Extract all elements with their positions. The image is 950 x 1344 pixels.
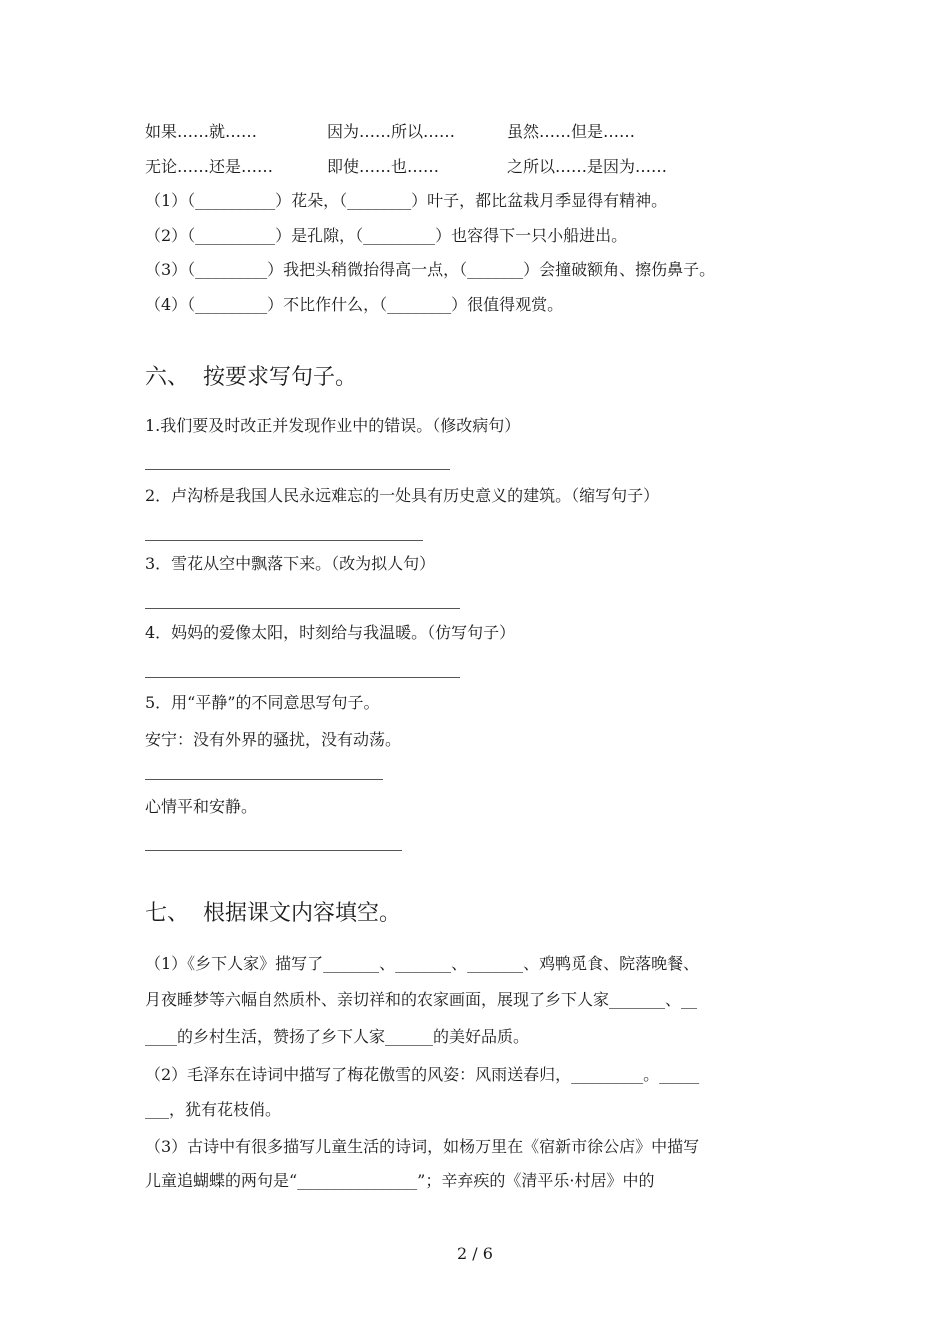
question-5-meaning-a: 安宁：没有外界的骚扰，没有动荡。: [145, 730, 402, 749]
conjunction-option: 之所以……是因为……: [507, 157, 668, 176]
section-7-title: 七、 根据课文内容填空。: [145, 901, 401, 926]
section-7-p1-line1: （1）《乡下人家》描写了_______、_______、_______、鸡鸭觅食、院落晚餐、: [145, 954, 700, 973]
section-7-p2-line1: （2）毛泽东在诗词中描写了梅花傲雪的风姿：风雨送春归，_________。_____: [145, 1065, 700, 1084]
conjunction-option: 如果……就……: [145, 122, 258, 141]
conjunction-option: 因为……所以……: [327, 122, 456, 141]
section-7-p1-line2: 月夜睡梦等六幅自然质朴、亲切祥和的农家画面，展现了乡下人家_______、__: [145, 990, 698, 1009]
section-7-p1-line3: ____的乡村生活，赞扬了乡下人家______的美好品质。: [145, 1027, 530, 1046]
fill-item-1: （1）（__________）花朵，（________）叶子，都比盆栽月季显得有精神。: [145, 191, 668, 210]
answer-line-5b[interactable]: [145, 850, 402, 851]
question-5: 5．用“平静”的不同意思写句子。: [145, 693, 380, 712]
question-2: 2．卢沟桥是我国人民永远难忘的一处具有历史意义的建筑。（缩写句子）: [145, 486, 660, 505]
conjunction-option: 虽然……但是……: [507, 122, 636, 141]
answer-line-3[interactable]: [145, 608, 460, 609]
answer-line-1[interactable]: [145, 469, 450, 470]
question-1: 1.我们要及时改正并发现作业中的错误。（修改病句）: [145, 416, 521, 435]
fill-item-3: （3）（_________）我把头稍微抬得高一点，（_______）会撞破额角、擦伤鼻子。: [145, 260, 716, 279]
question-4: 4．妈妈的爱像太阳，时刻给与我温暖。（仿写句子）: [145, 623, 516, 642]
question-5-meaning-b: 心情平和安静。: [145, 797, 258, 816]
section-7-p2-line2: ___，犹有花枝俏。: [145, 1100, 282, 1119]
answer-line-2[interactable]: [145, 540, 423, 541]
answer-line-4[interactable]: [145, 677, 460, 678]
fill-item-4: （4）（_________）不比作什么，（________）很值得观赏。: [145, 295, 564, 314]
fill-item-2: （2）（__________）是孔隙，（_________）也容得下一只小船进出。: [145, 226, 628, 245]
question-3: 3．雪花从空中飘落下来。（改为拟人句）: [145, 554, 436, 573]
section-7-p3-line1: （3）古诗中有很多描写儿童生活的诗词，如杨万里在《宿新市徐公店》中描写: [145, 1137, 700, 1156]
conjunction-option: 即使……也……: [327, 157, 440, 176]
page-number: 2 / 6: [457, 1244, 493, 1263]
section-7-p3-line2: 儿童追蝴蝶的两句是“_______________”；辛弃疾的《清平乐·村居》中的: [145, 1171, 655, 1190]
answer-line-5a[interactable]: [145, 779, 383, 780]
section-6-title: 六、 按要求写句子。: [145, 365, 357, 390]
conjunction-option: 无论……还是……: [145, 157, 274, 176]
